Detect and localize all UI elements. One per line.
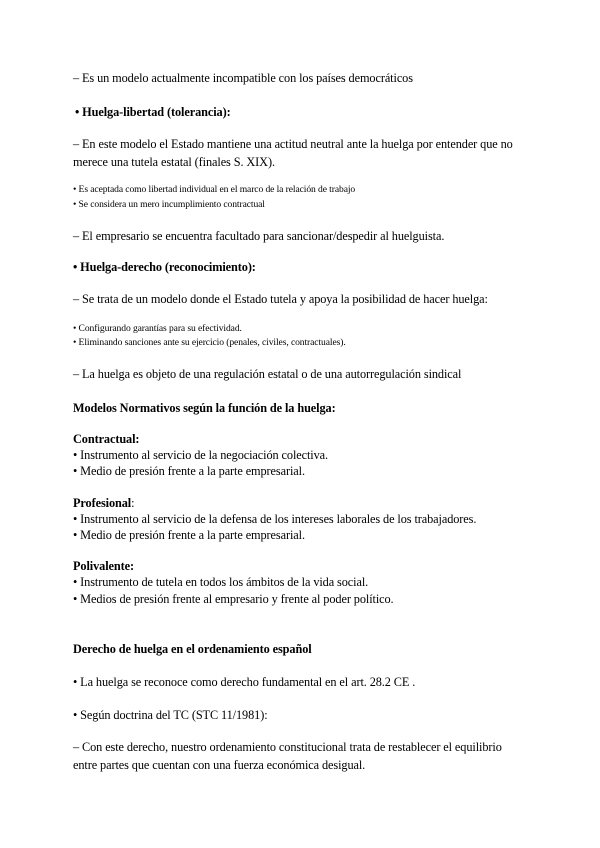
espanol-p3: – Con este derecho, nuestro ordenamiento constitucional trata de restablecer el equilibrio entre partes que cuentan con una fuerza económica desigual. <box>73 740 502 772</box>
derecho-bullet-1: • Configurando garantías para su efectividad. <box>73 323 242 334</box>
derecho-closing: – La huelga es objeto de una regulación estatal o de una autorregulación sindical <box>73 367 462 381</box>
contractual-item-2: • Medio de presión frente a la parte empresarial. <box>73 464 305 478</box>
polivalente-item-2: • Medios de presión frente al empresario y frente al poder político. <box>73 592 394 606</box>
espanol-p2: • Según doctrina del TC (STC 11/1981): <box>73 708 268 722</box>
profesional-heading: Profesional <box>73 496 132 510</box>
profesional-colon: : <box>131 496 135 510</box>
profesional-heading-line <box>73 495 528 511</box>
polivalente-heading: Polivalente: <box>73 559 134 573</box>
libertad-bullet-2: • Se considera un mero incumplimiento contractual <box>73 199 265 210</box>
heading-huelga-derecho: • Huelga-derecho (reconocimiento): <box>73 260 256 274</box>
libertad-bullet-1: • Es aceptada como libertad individual en el marco de la relación de trabajo <box>73 184 356 195</box>
libertad-closing: – El empresario se encuentra facultado para sancionar/despedir al huelguista. <box>73 229 445 243</box>
profesional-item-1: • Instrumento al servicio de la defensa de los intereses laborales de los trabajadores. <box>73 512 477 526</box>
contractual-heading: Contractual: <box>73 432 140 446</box>
heading-huelga-libertad: • Huelga-libertad (tolerancia): <box>75 105 231 119</box>
derecho-bullet-2: • Eliminando sanciones ante su ejercicio (penales, civiles, contractuales). <box>73 337 346 348</box>
contractual-item-1: • Instrumento al servicio de la negociación colectiva. <box>73 448 328 462</box>
espanol-p1: • La huelga se reconoce como derecho fundamental en el art. 28.2 CE . <box>73 675 416 689</box>
profesional-item-2: • Medio de presión frente a la parte empresarial. <box>73 528 305 542</box>
modelos-title: Modelos Normativos según la función de la huelga: <box>73 401 336 415</box>
libertad-text: – En este modelo el Estado mantiene una actitud neutral ante la huelga por entender que no merece una tutela estatal (finales S. XIX). <box>73 137 513 169</box>
derecho-text: – Se trata de un modelo donde el Estado tutela y apoya la posibilidad de hacer huelga: <box>73 292 488 306</box>
intro-line: – Es un modelo actualmente incompatible con los países democráticos <box>73 71 413 85</box>
espanol-title: Derecho de huelga en el ordenamiento español <box>73 642 312 656</box>
polivalente-item-1: • Instrumento de tutela en todos los ámbitos de la vida social. <box>73 575 369 589</box>
